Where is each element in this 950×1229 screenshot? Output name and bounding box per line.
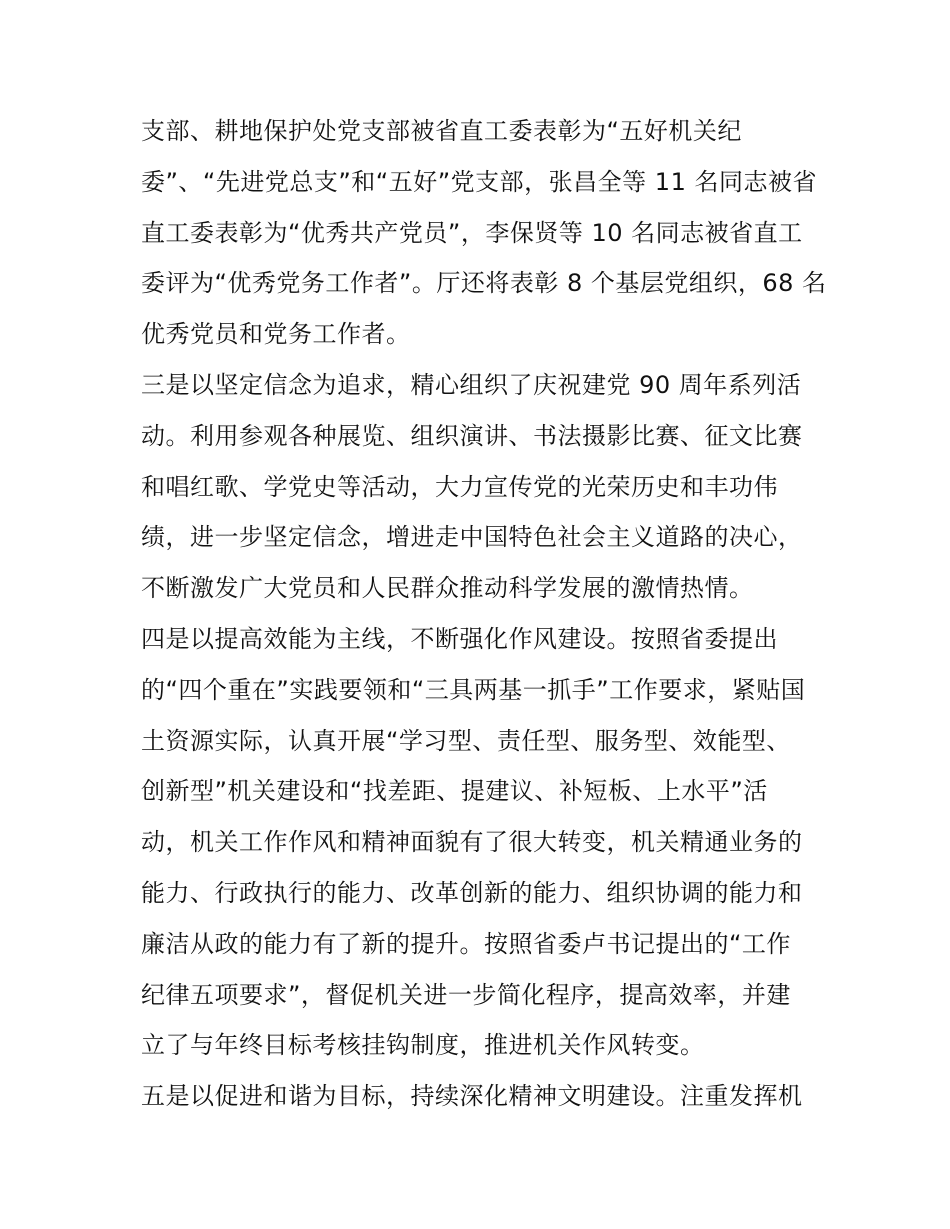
text-line: 委评为“优秀党务工作者”。厅还将表彰 8 个基层党组织，68 名 <box>141 269 827 298</box>
text-line: 动，机关工作作风和精神面貌有了很大转变，机关精通业务的 <box>141 828 803 857</box>
text-line: 四是以提高效能为主线，不断强化作风建设。按照省委提出 <box>141 624 778 653</box>
text-line: 创新型”机关建设和“找差距、提建议、补短板、上水平”活 <box>141 777 768 806</box>
text-line: 动。利用参观各种展览、组织演讲、书法摄影比赛、征文比赛 <box>141 421 803 450</box>
text-line: 直工委表彰为“优秀共产党员”，李保贤等 10 名同志被省直工 <box>141 218 803 247</box>
text-line: 优秀党员和党务工作者。 <box>141 320 411 349</box>
text-line: 土资源实际，认真开展“学习型、责任型、服务型、效能型、 <box>141 726 791 755</box>
text-line: 立了与年终目标考核挂钩制度，推进机关作风转变。 <box>141 1031 705 1060</box>
text-line: 委”、“先进党总支”和“五好”党支部，张昌全等 11 名同志被省 <box>141 167 817 196</box>
text-line: 能力、行政执行的能力、改革创新的能力、组织协调的能力和 <box>141 878 803 907</box>
text-line: 五是以促进和谐为目标，持续深化精神文明建设。注重发挥机 <box>141 1082 803 1111</box>
text-line: 支部、耕地保护处党支部被省直工委表彰为“五好机关纪 <box>141 117 742 145</box>
text-line: 廉洁从政的能力有了新的提升。按照省委卢书记提出的“工作 <box>141 929 791 958</box>
text-line: 不断激发广大党员和人民群众推动科学发展的激情热情。 <box>141 574 754 603</box>
text-line: 绩，进一步坚定信念，增进走中国特色社会主义道路的决心， <box>141 523 803 552</box>
text-line: 纪律五项要求”，督促机关进一步简化程序，提高效率，并建 <box>141 980 791 1009</box>
document-body <box>141 106 827 1122</box>
text-line: 三是以坚定信念为追求，精心组织了庆祝建党 90 周年系列活 <box>141 370 802 399</box>
text-line: 的“四个重在”实践要领和“三具两基一抓手”工作要求，紧贴国 <box>141 675 806 704</box>
text-line: 和唱红歌、学党史等活动，大力宣传党的光荣历史和丰功伟 <box>141 472 778 501</box>
